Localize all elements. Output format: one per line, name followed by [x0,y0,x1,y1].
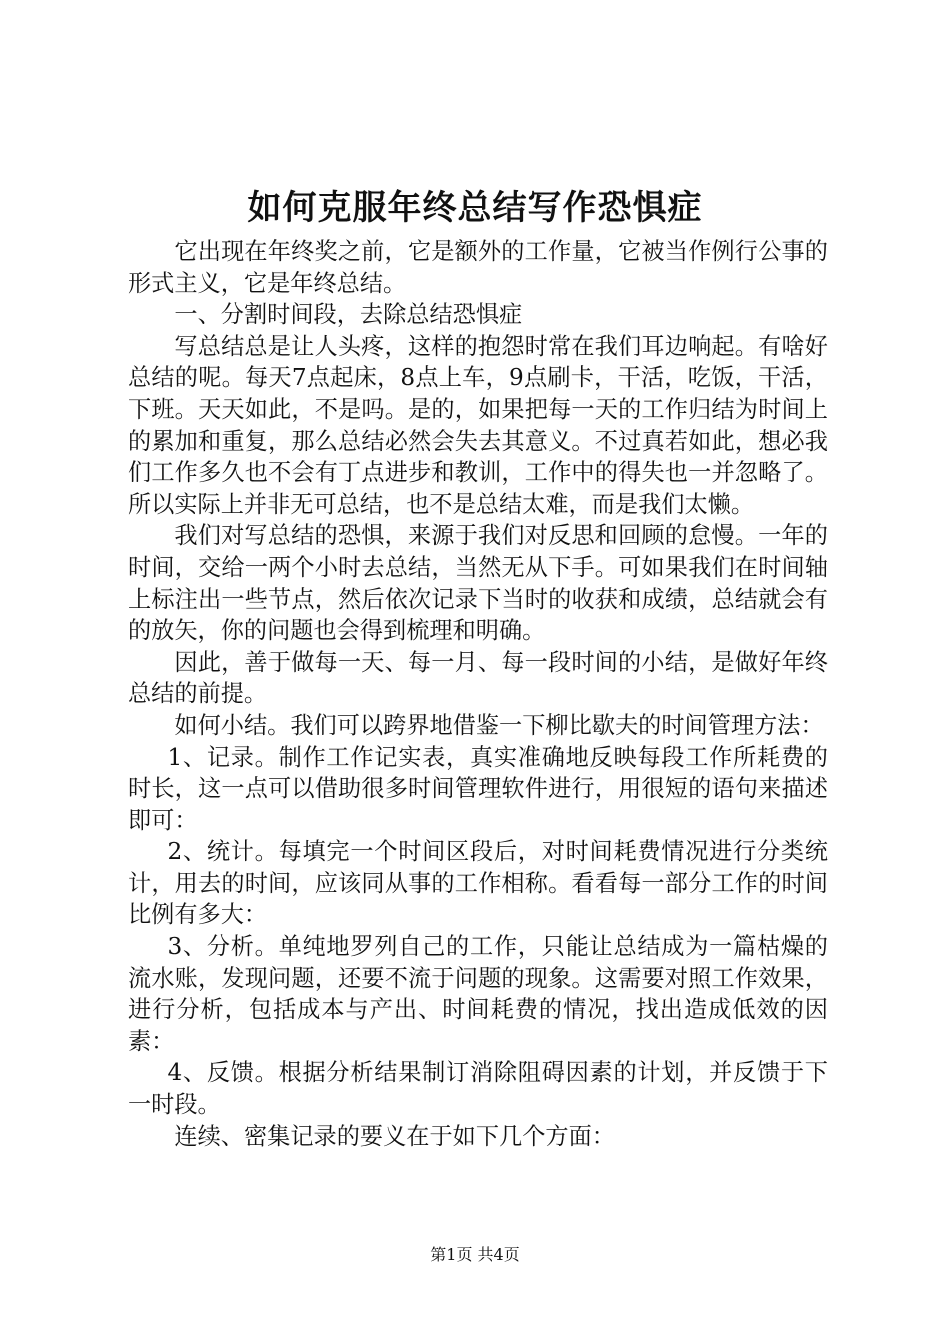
page-number: 第1页 共4页 [430,1245,520,1264]
document-title: 如何克服年终总结写作恐惧症 [247,188,703,228]
list-item-statistics: 2、统计。每填完一个时间区段后，对时间耗费情况进行分类统计，用去的时间，应该同从事的工作相称。看看每一部分工作的时间比例有多大： [128,838,828,929]
paragraph-continuous-record: 连续、密集记录的要义在于如下几个方面： [174,1122,615,1150]
paragraph-fear-source: 我们对写总结的恐惧，来源于我们对反思和回顾的怠慢。一年的时间，交给一两个小时去总结，当然无从下手。可如果我们在时间轴上标注出一些节点，然后依次记录下当时的收获和成绩，总结就会有的放矢，你的问题也会得到梳理和明确。 [128,522,828,645]
document-body [128,236,828,1152]
paragraph-premise: 因此，善于做每一天、每一月、每一段时间的小结，是做好年终总结的前提。 [128,648,828,708]
list-item-analysis: 3、分析。单纯地罗列自己的工作，只能让总结成为一篇枯燥的流水账，发现问题，还要不流于问题的现象。这需要对照工作效果，进行分析，包括成本与产出、时间耗费的情况，找出造成低效的因素： [128,933,828,1055]
paragraph-method-intro: 如何小结。我们可以跨界地借鉴一下柳比歇夫的时间管理方法： [174,711,824,739]
list-item-feedback: 4、反馈。根据分析结果制订消除阻碍因素的计划，并反馈于下一时段。 [128,1059,828,1119]
paragraph-complaint: 写总结总是让人头疼，这样的抱怨时常在我们耳边响起。有啥好总结的呢。每天7点起床，8点上车，9点刷卡，干活，吃饭，干活，下班。天天如此，不是吗。是的，如果把每一天的工作归结为时间上的累加和重复，那么总结必然会失去其意义。不过真若如此，想必我们工作多久也不会有丁点进步和教训，工作中的得失也一并忽略了。所以实际上并非无可总结，也不是总结太难，而是我们太懒。 [128,332,828,518]
list-item-record: 1、记录。制作工作记实表，真实准确地反映每段工作所耗费的时长，这一点可以借助很多时间管理软件进行，用很短的语句来描述即可： [128,743,828,834]
section-heading-1: 一、分割时间段，去除总结恐惧症 [174,301,523,329]
paragraph-intro: 它出现在年终奖之前，它是额外的工作量，它被当作例行公事的形式主义，它是年终总结。 [128,238,828,297]
